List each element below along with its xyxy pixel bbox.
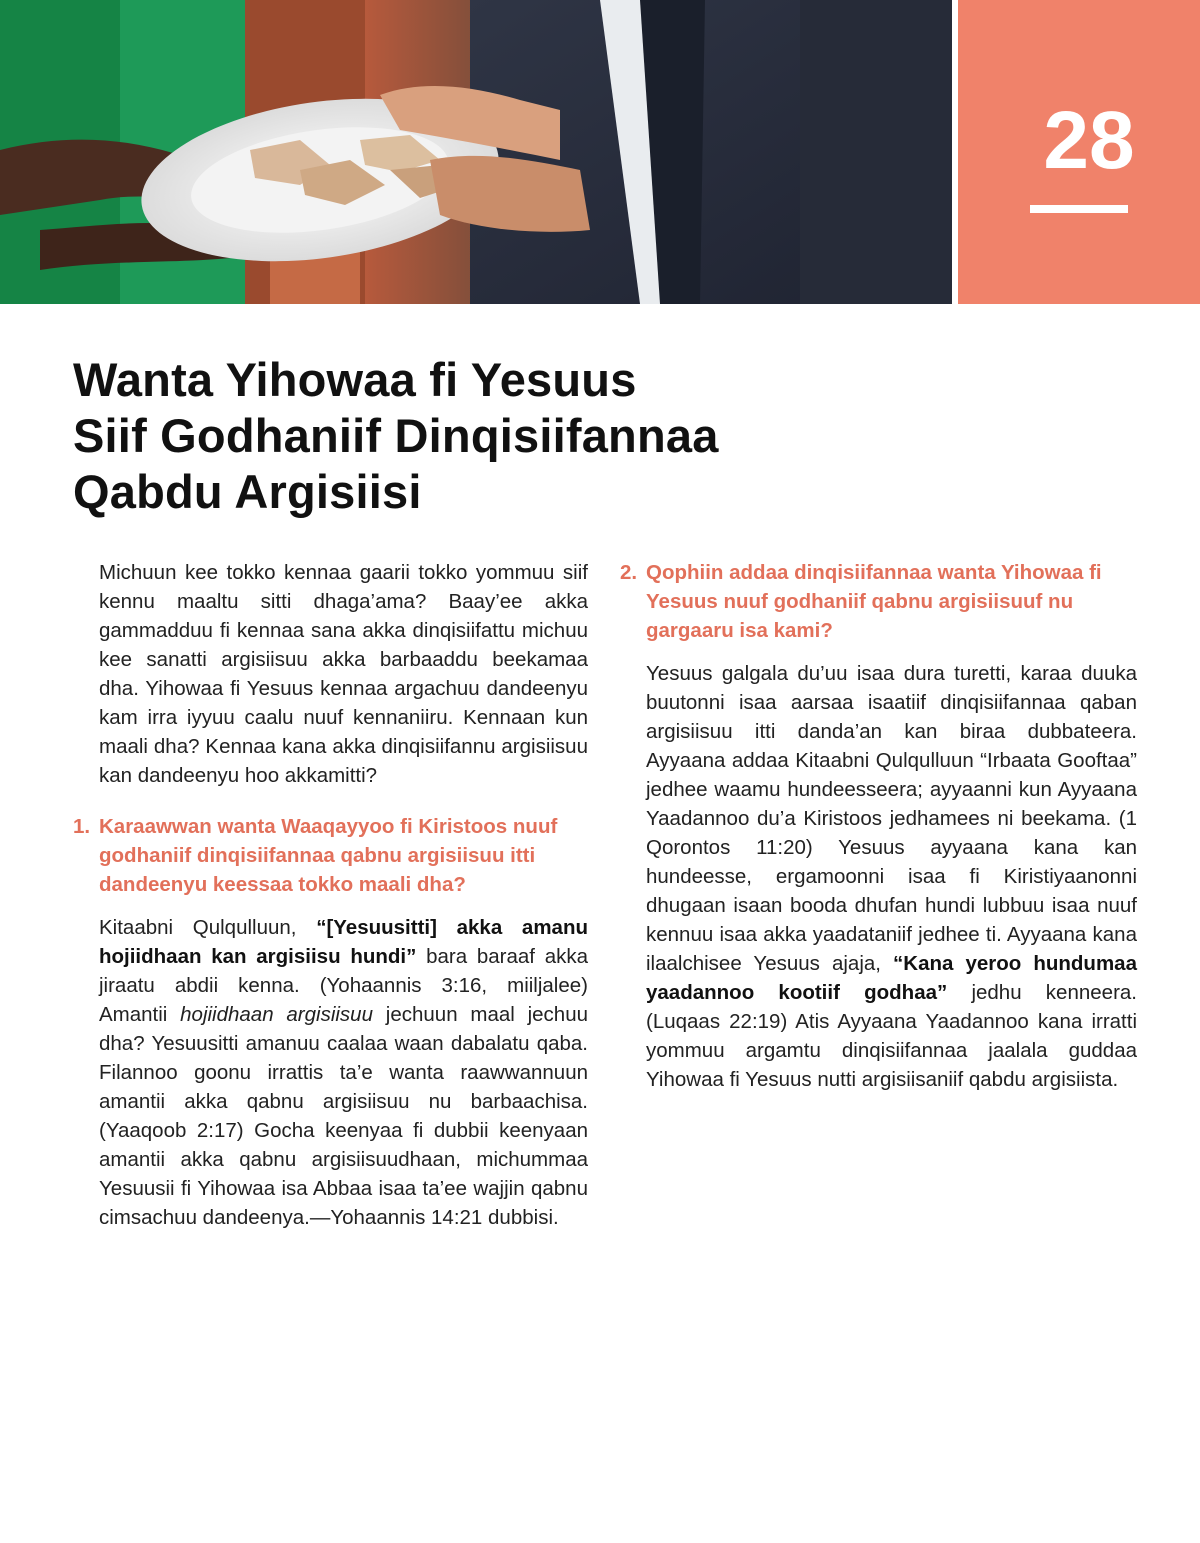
answer-1-text-c: jechuun maal jechuu dha? Yesuusitti amanuu caalaa waan dabalatu qaba. Filannoo goonu irrattis ta’e wanta raawwannuun amantii akka qabnu argisiisuu nu barbaachisa. (Yaaqoob 2:17) Gocha keenyaa fi dubbii keenyaan amantii akka qabnu argisiisuudhaan, michummaa Yesuusii fi Yihowaa isa Abbaa isaa ta’ee wajjin qabnu cimsachuu dandeenya.—Yohaannis 14:21 dubbisi. <box>99 1003 588 1229</box>
lesson-number: 28 <box>1043 95 1135 186</box>
answer-2-text-b: jedhu kenneera. (Luqaas 22:19) Atis Ayyaana Yaadannoo kana irratti yommuu argamtu dinqisiifannaa jaalala guddaa Yihowaa fi Yesuus nutti argisiisaniif qabdu argisiista. <box>646 981 1137 1091</box>
title-line-2: Siif Godhaniif Dinqisiifannaa <box>73 409 719 462</box>
page-title <box>73 352 873 520</box>
title-line-1: Wanta Yihowaa fi Yesuus <box>73 353 637 406</box>
answer-1-quote: “[Yesuusitti] akka amanu hojiidhaan kan argisiisu hundi” <box>99 916 588 968</box>
answer-2-text-a: Yesuus galgala du’uu isaa dura turetti, karaa duuka buutonni isaa aarsaa isaatiif dinqisiifannaa qaban argisiisuu itti danda’an kan biraa dubbateera. Ayyaana addaa Kitaabni Qulqulluun “Irbaata Gooftaa” jedhee waamu hundeesseera; ayyaanni kun Ayyaana Yaadannoo du’a Kiristoos jedhamees ni beekama. (1 Qorontos 11:20) Yesuus ayyaana kana kan hundeesse, ergamoonni isaa fi Kiristiyaanonni dhugaan isaan booda dhufan hundi lubbuu isaa nuuf kennuu isaa akka yaadataniif jedhee ti. Ayyaana kana ilaalchisee Yesuus ajaja, <box>646 662 1137 975</box>
lesson-number-panel <box>958 0 1200 304</box>
question-2-text: Qophiin addaa dinqisiifannaa wanta Yihowaa fi Yesuus nuuf godhaniif qabnu argisiisuuf nu gargaaru isa kami? <box>646 561 1102 642</box>
answer-1-paragraph <box>99 913 588 1232</box>
header-photo <box>0 0 952 304</box>
communion-bread-illustration <box>0 0 952 304</box>
answer-2-quote: “Kana yeroo hundumaa yaadannoo kootiif godhaa” <box>646 952 1137 1004</box>
intro-paragraph: Michuun kee tokko kennaa gaarii tokko yommuu siif kennu maaltu sitti dhaga’ama? Baay’ee akka gammadduu fi kennaa sana akka dinqisiifattu michuu kee sanatti argisiisuu akka barbaaddu beekamaa dha. Yihowaa fi Yesuus kennaa argachuu dandeenyu kam irra iyyuu caalu nuuf kennaniiru. Kennaan kun maali dha? Kennaa kana akka dinqisiifannu argisiisuu kan dandeenyu hoo akkamitti? <box>99 561 588 787</box>
answer-2-paragraph <box>646 659 1137 1094</box>
answer-1-text-b: bara baraaf akka jiraatu abdii kenna. (Yohaannis 3:16, miiljalee) Amantii <box>99 945 588 1026</box>
lesson-number-underline <box>1030 205 1128 213</box>
answer-1-text-a: Kitaabni Qulqulluun, <box>99 916 317 939</box>
question-1 <box>73 812 588 899</box>
question-1-number: 1. <box>73 815 91 838</box>
title-line-3: Qabdu Argisiisi <box>73 465 422 518</box>
right-column <box>620 558 1137 1094</box>
answer-1-emphasis: hojiidhaan argisiisuu <box>180 1003 373 1026</box>
question-2 <box>620 558 1137 645</box>
question-1-text: Karaawwan wanta Waaqayyoo fi Kiristoos nuuf godhaniif dinqisiifannaa qabnu argisiisuu itti dandeenyu keessaa tokko maali dha? <box>99 815 558 896</box>
question-2-number: 2. <box>620 561 638 584</box>
left-column <box>73 558 588 1232</box>
